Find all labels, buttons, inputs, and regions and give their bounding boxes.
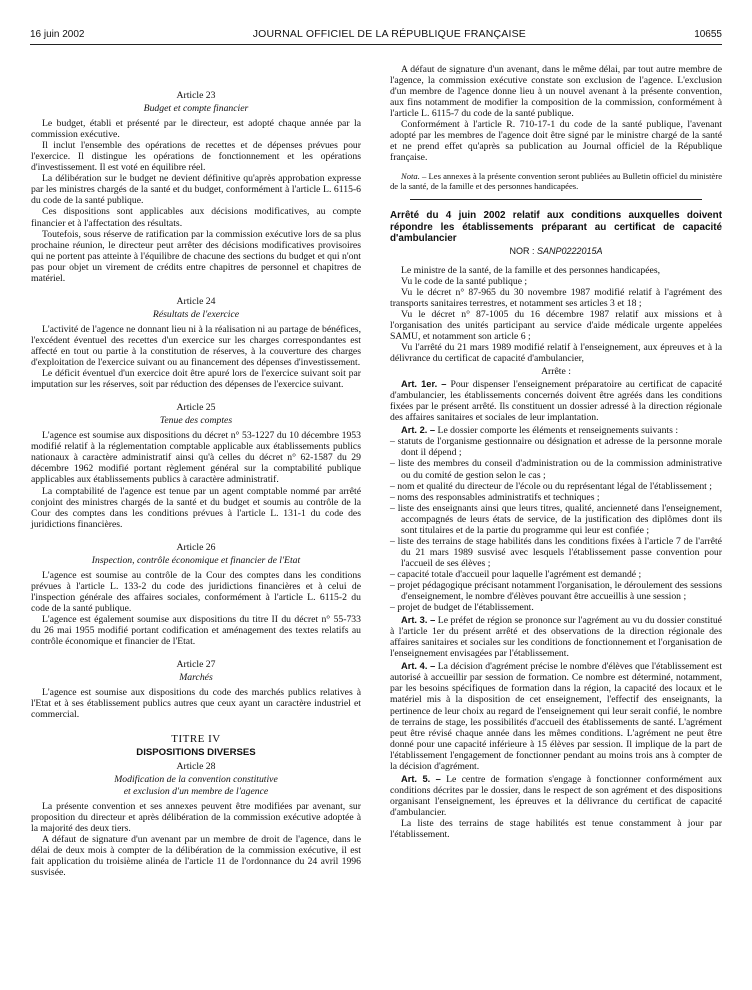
paragraph: L'activité de l'agence ne donnant lieu ni à la réalisation ni au partage de bénéfices, l'excédent éventuel des recettes d'un exercice sur les charges correspondantes est affecté en tout ou partie à la constitution de réserves, à la couverture des charges d'exploitation de l'exercice suivant ou au financement des dépenses d'investissement. (31, 323, 361, 369)
list-item: – liste des enseignants ainsi que leurs titres, qualité, ancienneté dans l'enseignement, accompagnés de leurs états de service, de la justification des diplômes dont ils sont titulaires et de la partie du programme qui leur est confiée ; (390, 502, 722, 536)
article-28-subtitle: Modification de la convention constitutive (114, 774, 278, 786)
paragraph: Toutefois, sous réserve de ratification par la commission exécutive lors de sa plus prochaine réunion, le directeur peut arrêter des décisions modificatives provisoires qui ne portent pas atteinte à l'équilibre de chacune des sections du budget et qui n'ont pas pour objet un virement de crédits entre chapitres de personnel et chapitres de matériel. (31, 228, 361, 284)
nota-label: Nota. – (401, 171, 427, 182)
article-4-text: La décision d'agrément précise le nombre d'élèves que l'établissement est autorisé à accueillir par session de formation. Ce nombre est déterminé, notamment, par les besoins spécifiques de formation dans la région, la capacité des locaux et le matériel mis à la disposition de cet enseignement, l'effectif des enseignants, la pertinence de leur choix au regard de l'enseignement qui leur serait confié, le nombre de terrains de stage, les possibilités d'accueil des établissements de santé. L'agrément peut être révisé chaque année dans les mêmes conditions. L'agrément ne peut être donné pour une capacité inférieure à 15 élèves par session. Il implique de la part de l'établissement l'engagement de fonctionner pendant au moins trois ans à compter de la décision d'agrément. (390, 661, 723, 772)
article-5-label: Art. 5. – (401, 773, 441, 784)
article-1-text: Pour dispenser l'enseignement préparatoire au certificat de capacité d'ambulancier, les établissements concernés doivent être agréés dans les conditions fixées par le présent arrêté. Ils constituent un dossier adressé à la direction régionale des affaires sanitaires et sociales de leur implantation. (390, 379, 722, 424)
article-5 (390, 774, 722, 818)
paragraph: Ces dispositions sont applicables aux décisions modificatives, au compte financier et à l'affectation des résultats. (31, 206, 361, 229)
header-date: 16 juin 2002 (30, 29, 85, 40)
nota-text: Les annexes à la présente convention seront publiées au Bulletin officiel du ministère de la santé, de la famille et des personnes handicapées. (390, 171, 723, 192)
visa: Vu le code de la santé publique ; (401, 275, 528, 287)
paragraph: La liste des terrains de stage habilités est tenue constamment à jour par l'établissement. (390, 817, 722, 841)
article-3 (390, 615, 722, 659)
page-header (30, 28, 722, 44)
article-1-label: Art. 1er. – (401, 379, 447, 390)
nor-code: SANP0222015A (536, 245, 603, 256)
article-27-title: Article 27 (176, 659, 216, 671)
paragraph: L'agence est également soumise aux dispositions du titre II du décret n° 55-733 du 26 mai 1955 modifié portant codification et aménagement des textes relatifs au contrôle économique et financier de l'Etat. (31, 613, 361, 648)
separator-rule (410, 199, 702, 200)
visa: Le ministre de la santé, de la famille et des personnes handicapées, (401, 264, 661, 276)
article-2-text: Le dossier comporte les éléments et renseignements suivants : (437, 425, 679, 437)
article-5-text: Le centre de formation s'engage à fonctionner conformément aux conditions décrites par le dossier, dans le respect de son agrément et des dispositions organisant l'enseignement, les épreuves et la délivrance du certificat de capacité d'ambulancier. (390, 773, 722, 818)
page-number: 10655 (694, 29, 722, 40)
titre-heading: TITRE IV (171, 733, 221, 746)
article-25-subtitle: Tenue des comptes (159, 415, 233, 427)
article-24-subtitle: Résultats de l'exercice (152, 308, 240, 320)
list-item: – nom et qualité du directeur de l'école ou du représentant légal de l'établissement ; (390, 480, 712, 492)
article-25-title: Article 25 (176, 402, 216, 414)
paragraph: Le déficit éventuel d'un exercice doit être apuré lors de l'exercice suivant soit par imputation sur les réserves, soit par réduction des dépenses de l'exercice suivant. (31, 368, 361, 391)
paragraph: La délibération sur le budget ne devient définitive qu'après approbation expresse par les ministres chargés de la santé et du budget, conformément à l'article L. 6115-6 du code de la santé publique. (31, 173, 361, 207)
paragraph: A défaut de signature d'un avenant par un membre de droit de l'agence, dans le délai de deux mois à compter de la délibération de la commission exécutive, il est fait application du troisième alinéa de l'article 11 de l'ordonnance du 24 avril 1996 susvisée. (31, 833, 361, 878)
nor-reference (390, 246, 722, 257)
paragraph: La présente convention et ses annexes peuvent être modifiées par avenant, sur proposition du directeur et après délibération de la commission exécutive adoptée à la majorité des deux tiers. (31, 800, 361, 834)
list-item: – projet de budget de l'établissement. (390, 602, 534, 614)
article-24-title: Article 24 (176, 295, 216, 307)
article-4-label: Art. 4. – (401, 661, 436, 672)
article-2-label: Art. 2. – (401, 425, 436, 436)
article-26-title: Article 26 (176, 541, 216, 553)
list-item: – capacité totale d'accueil pour laquelle l'agrément est demandé ; (390, 568, 642, 580)
article-28-title: Article 28 (176, 761, 216, 773)
paragraph: A défaut de signature d'un avenant, dans le même délai, par tout autre membre de l'agence, la commission exécutive constate son exclusion de l'agence. L'exclusion d'un membre de l'agence donne lieu à un nouvel avenant à la présente convention, aux fins notamment de modifier la composition de la commission, conformément à l'article L. 6115-7 du code de la santé publique. (390, 64, 722, 120)
list-item: – projet pédagogique précisant notamment l'organisation, le déroulement des sessions d'enseignement, le nombre d'élèves pouvant être accueillis à une session ; (390, 580, 722, 603)
left-column (31, 90, 361, 878)
paragraph: Il inclut l'ensemble des opérations de recettes et de dépenses prévues pour l'exercice. Il distingue les opérations de fonctionnement et les opérations d'investissement. Il est voté en équilibre réel. (31, 140, 361, 174)
article-23-title: Article 23 (176, 90, 216, 101)
journal-title: JOURNAL OFFICIEL DE LA RÉPUBLIQUE FRANÇAISE (252, 28, 526, 40)
paragraph: Conformément à l'article R. 710-17-1 du code de la santé publique, l'avenant adopté par les membres de l'agence doit être signé par le ministre chargé de la santé et ne prend effet qu'après sa publication au Journal officiel de la République française. (390, 119, 722, 164)
list-item: – liste des terrains de stage habilités dans les conditions fixées à l'article 7 de l'arrêté du 21 mars 1989 susvisé avec lesquels l'établissement passe convention pour l'accueil de ses élèves ; (390, 535, 722, 569)
arrete-title: Arrêté du 4 juin 2002 relatif aux conditions auxquelles doivent répondre les établissements préparant au certificat de capacité d'ambulancier (390, 210, 722, 245)
visa: Vu le décret n° 87-965 du 30 novembre 1987 modifié relatif à l'agrément des transports sanitaires terrestres, et notamment ses articles 3 et 18 ; (390, 286, 722, 309)
nota (390, 171, 722, 191)
list-item: – liste des membres du conseil d'administration ou de la commission administrative ou du comité de gestion selon le cas ; (390, 458, 722, 481)
article-4 (390, 661, 722, 771)
list-item: – statuts de l'organisme gestionnaire ou désignation et adresse de la personne morale dont il dépend ; (390, 436, 722, 459)
visa: Vu le décret n° 87-1005 du 16 décembre 1987 relatif aux missions et à l'organisation des unités participant au service d'aide médicale urgente appelées SAMU, et notamment son article 6 ; (390, 308, 722, 342)
list-item: – noms des responsables administratifs et techniques ; (390, 491, 600, 503)
article-26-subtitle: Inspection, contrôle économique et financier de l'Etat (91, 554, 301, 566)
right-column (390, 64, 722, 840)
paragraph: L'agence est soumise aux dispositions du décret n° 53-1227 du 10 décembre 1953 modifié relatif à la réglementation comptable applicable aux établissements publics nationaux à caractère administratif ainsi qu'à celles du décret n° 62-1587 du 29 décembre 1962 modifié portant règlement général sur la comptabilité publique applicables aux établissements publics à caractère administratif. (31, 430, 361, 486)
article-1 (390, 379, 722, 423)
paragraph: L'agence est soumise au contrôle de la Cour des comptes dans les conditions prévues à l'article L. 133-2 du code des juridictions financières et à celui de l'inspection générale des affaires sociales, conformément à l'article L. 6115-2 du code de la santé publique. (31, 569, 361, 614)
paragraph: Le budget, établi et présenté par le directeur, est adopté chaque année par la commission exécutive. (31, 118, 361, 141)
header-rule (30, 44, 722, 45)
article-2-list (390, 436, 722, 613)
article-23-subtitle: Budget et compte financier (143, 103, 249, 115)
paragraph: La comptabilité de l'agence est tenue par un agent comptable nommé par arrêté conjoint des ministres chargés de la santé et du budget et soumis au contrôle de la Cour des comptes dans les conditions prévues à l'article L. 131-1 du code des juridictions financières. (31, 485, 361, 530)
article-2 (390, 425, 722, 436)
nor-label: NOR : (509, 245, 535, 256)
dispositions-heading: DISPOSITIONS DIVERSES (136, 747, 256, 759)
article-28-subtitle-2: et exclusion d'un membre de l'agence (123, 785, 269, 797)
arrete-word: Arrête : (541, 366, 571, 378)
article-3-label: Art. 3. – (401, 615, 436, 626)
visa: Vu l'arrêté du 21 mars 1989 modifié relatif à l'enseignement, aux épreuves et à la délivrance du certificat de capacité d'ambulancier, (390, 342, 722, 365)
article-27-subtitle: Marchés (179, 672, 213, 684)
paragraph: L'agence est soumise aux dispositions du code des marchés publics relatives à l'Etat et à ses établissement publics autres que ceux ayant un caractère industriel et commercial. (31, 687, 361, 721)
article-3-text: Le préfet de région se prononce sur l'agrément au vu du dossier constitué à l'article 1er du présent arrêté et des observations de la direction régionale des affaires sanitaires et sociales sur les conditions de fonctionnement et l'organisation de l'enseignement envisagées par l'établissement. (390, 615, 722, 660)
